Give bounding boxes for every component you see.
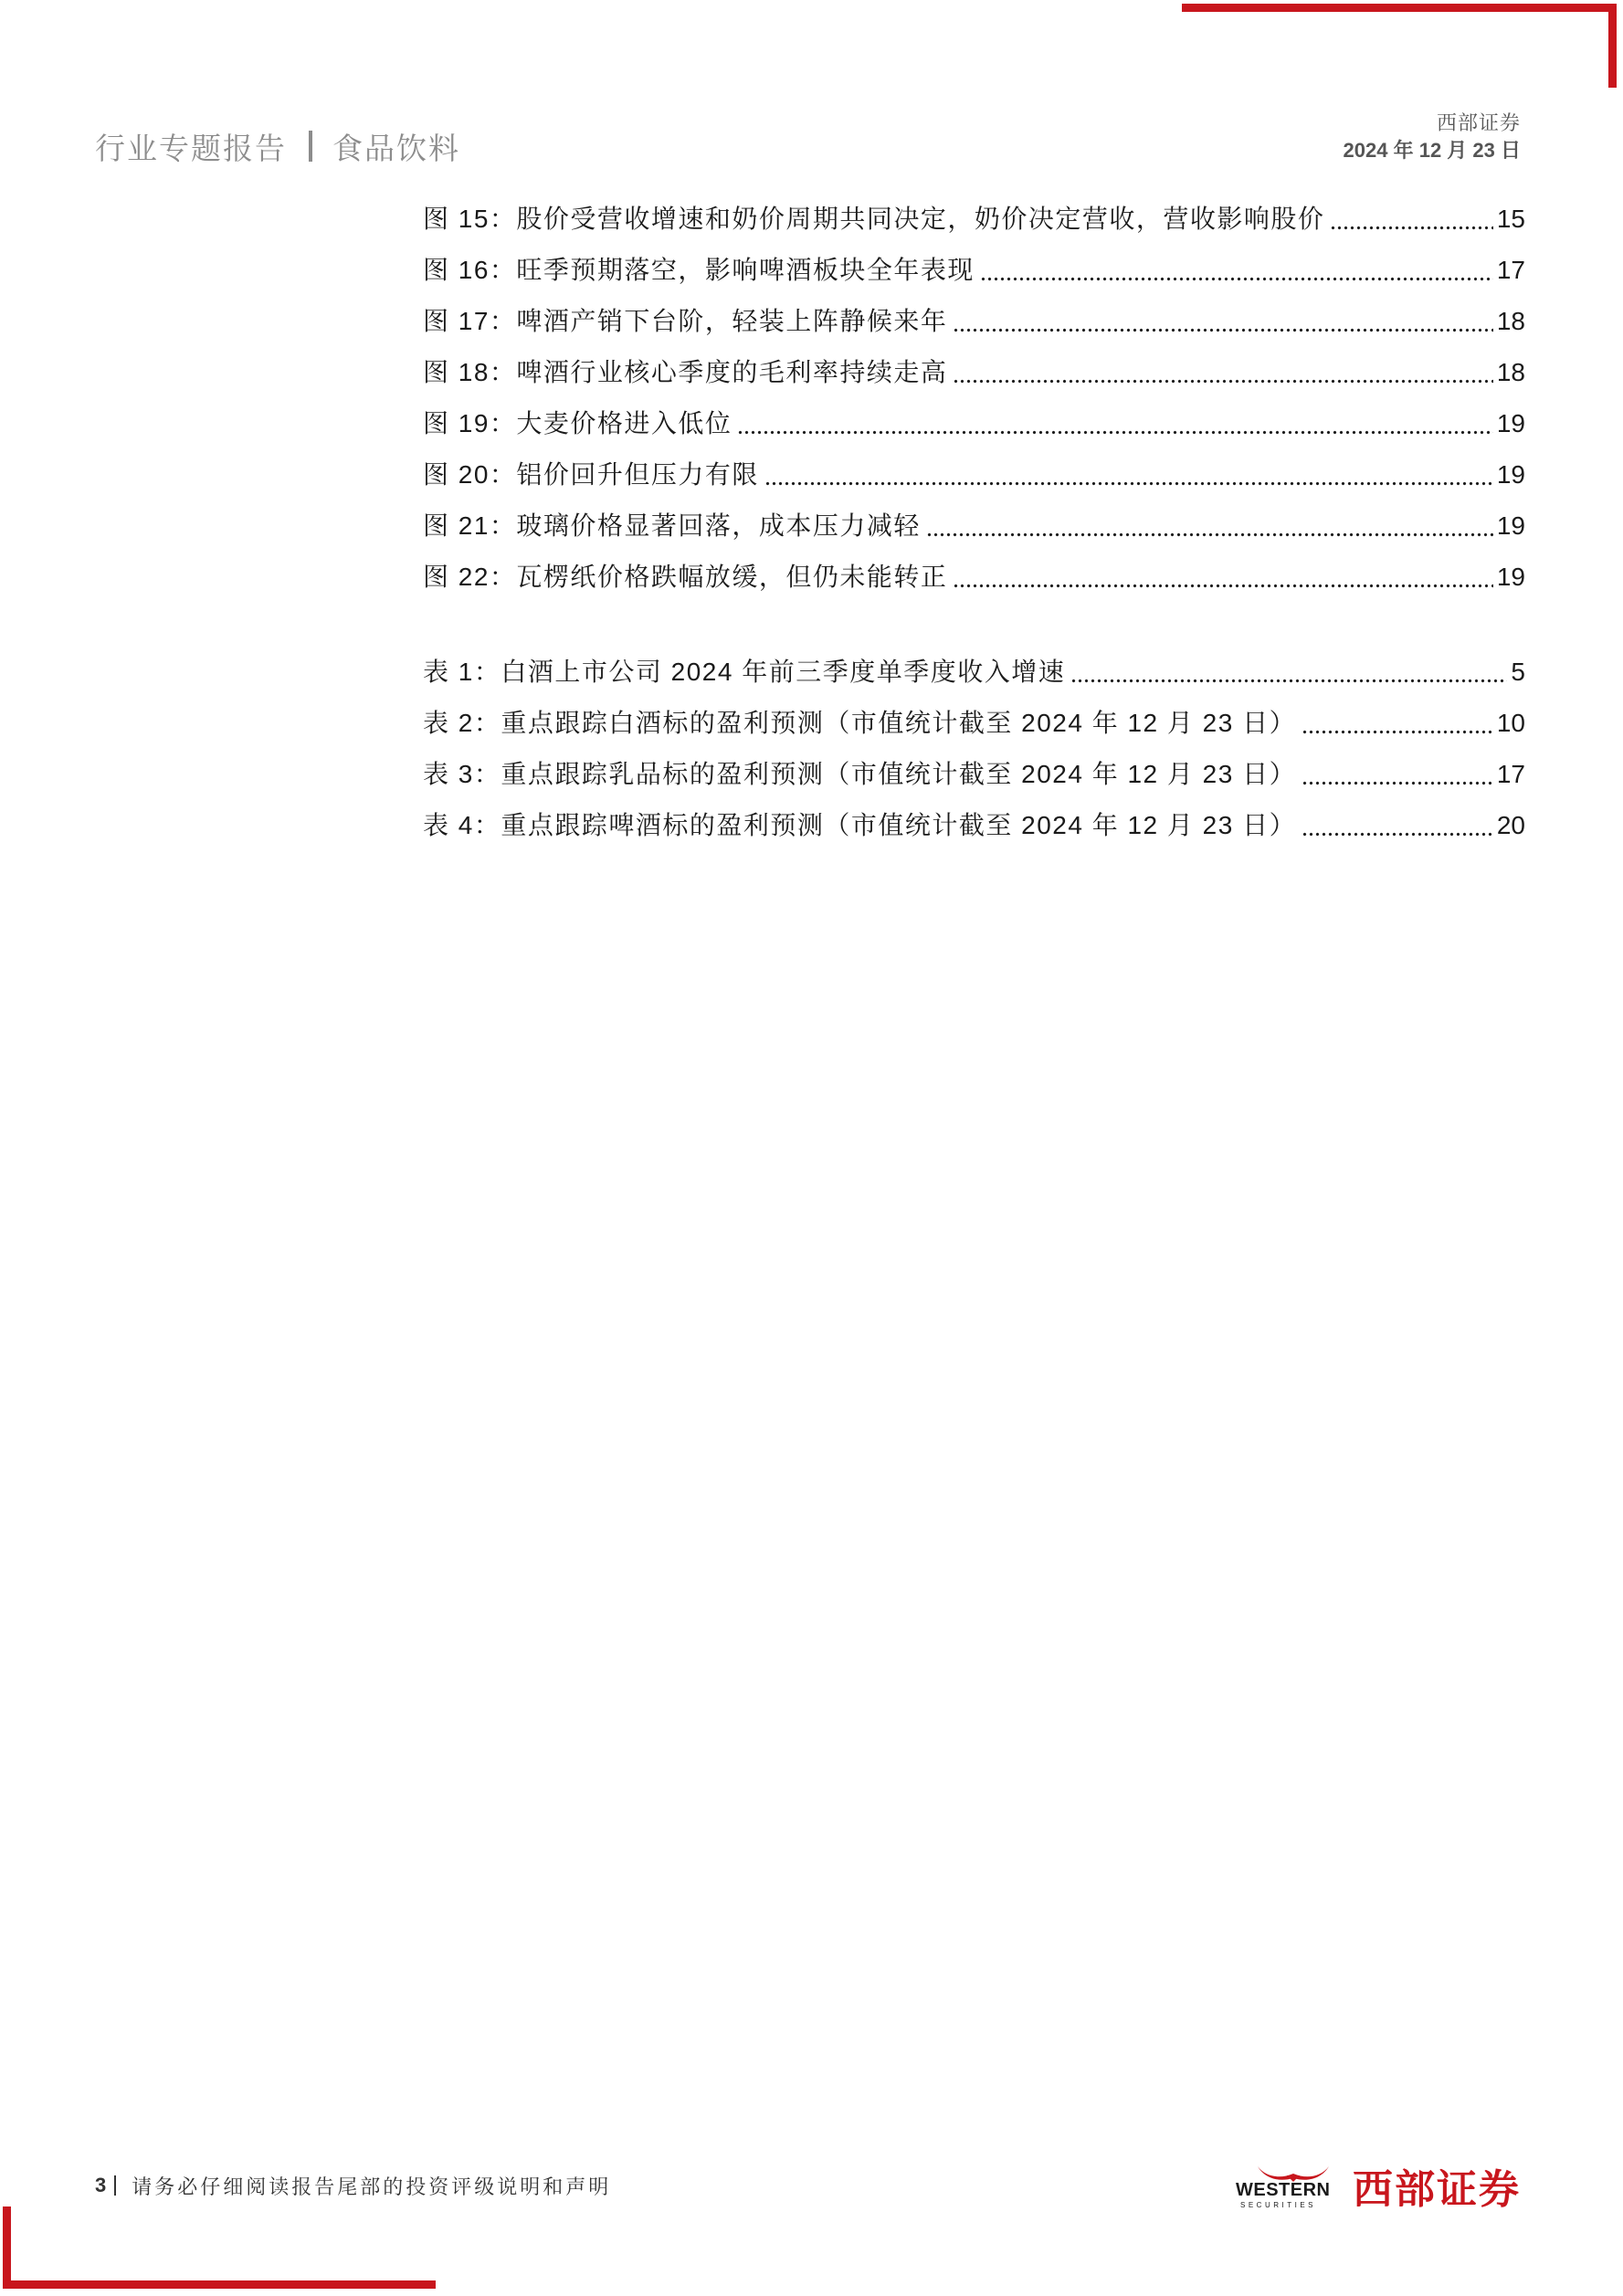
footer-logo	[1233, 2161, 1525, 2217]
toc-page-number: 19	[1496, 409, 1525, 437]
toc-entry-label: 图 21：玻璃价格显著回落，成本压力减轻	[423, 511, 921, 540]
toc-leader	[1330, 194, 1492, 245]
corner-bracket-left-line	[3, 2206, 11, 2289]
toc-entry-table-1[interactable]	[423, 647, 1525, 698]
toc-page-number: 18	[1496, 358, 1525, 386]
toc-leader	[1302, 698, 1493, 749]
toc-entry-figure-19[interactable]	[423, 398, 1525, 449]
footer-separator	[114, 2175, 116, 2196]
corner-bracket-top-line	[1182, 4, 1617, 12]
footer-page-number: 3	[95, 2174, 107, 2196]
toc-entry-table-3[interactable]	[423, 749, 1525, 800]
logo-text-cn: 西部证券	[1353, 2167, 1521, 2212]
toc-page-number: 20	[1496, 811, 1525, 839]
toc-entry-label: 图 19：大麦价格进入低位	[423, 409, 732, 437]
toc-entry-label: 表 4：重点跟踪啤酒标的盈利预测（市值统计截至 2024 年 12 月 23 日）	[423, 811, 1297, 839]
broker-name: 西部证券	[1436, 112, 1521, 135]
toc-leader	[953, 296, 1492, 347]
report-date: 2024 年 12 月 23 日	[1343, 139, 1521, 162]
toc-figure-list	[423, 194, 1525, 603]
logo-text-en-sub: SECURITIES	[1240, 2201, 1317, 2209]
toc-page-number: 19	[1496, 460, 1525, 489]
toc-leader	[1302, 749, 1493, 800]
toc-leader	[926, 500, 1493, 552]
toc-entry-label: 图 17：啤酒产销下台阶，轻装上阵静候来年	[423, 307, 948, 335]
header-separator	[309, 131, 312, 162]
logo-text-en: WESTERN	[1236, 2180, 1331, 2200]
toc-page-number: 18	[1496, 307, 1525, 335]
toc-entry-label: 表 2：重点跟踪白酒标的盈利预测（市值统计截至 2024 年 12 月 23 日）	[423, 709, 1297, 737]
corner-bracket-bottom-line	[3, 2280, 436, 2289]
footer-disclaimer: 请务必仔细阅读报告尾部的投资评级说明和声明	[132, 2175, 612, 2199]
toc-entry-label: 图 18：啤酒行业核心季度的毛利率持续走高	[423, 358, 948, 386]
toc-leader	[764, 449, 1493, 500]
toc-entry-figure-16[interactable]	[423, 245, 1525, 296]
toc-page-number: 19	[1496, 511, 1525, 540]
toc-page-number: 5	[1511, 658, 1525, 686]
toc-leader	[953, 552, 1492, 603]
toc-entry-label: 图 20：铝价回升但压力有限	[423, 460, 759, 489]
toc-entry-figure-21[interactable]	[423, 500, 1525, 552]
toc-entry-label: 图 15：股价受营收增速和奶价周期共同决定，奶价决定营收，营收影响股价	[423, 205, 1325, 233]
report-header-meta	[1344, 111, 1521, 164]
sector-label: 食品饮料	[332, 130, 460, 166]
toc-leader	[980, 245, 1493, 296]
toc-entry-label: 图 16：旺季预期落空，影响啤酒板块全年表现	[423, 256, 975, 284]
toc-entry-figure-20[interactable]	[423, 449, 1525, 500]
toc-page-number: 10	[1496, 709, 1525, 737]
toc-leader	[1070, 647, 1507, 698]
toc-entry-table-4[interactable]	[423, 800, 1525, 851]
toc-entry-figure-17[interactable]	[423, 296, 1525, 347]
toc-entry-figure-22[interactable]	[423, 552, 1525, 603]
toc-leader	[953, 347, 1492, 398]
table-of-contents	[423, 194, 1525, 851]
page-footer	[95, 2174, 612, 2199]
toc-entry-table-2[interactable]	[423, 698, 1525, 749]
toc-page-number: 17	[1496, 256, 1525, 284]
report-header-title	[95, 128, 460, 164]
toc-entry-label: 图 22：瓦楞纸价格跌幅放缓，但仍未能转正	[423, 563, 948, 591]
toc-entry-label: 表 1：白酒上市公司 2024 年前三季度单季度收入增速	[423, 658, 1066, 686]
toc-page-number: 15	[1496, 205, 1525, 233]
toc-entry-figure-15[interactable]	[423, 194, 1525, 245]
toc-leader	[737, 398, 1492, 449]
toc-table-list	[423, 647, 1525, 851]
toc-page-number: 19	[1496, 563, 1525, 591]
toc-page-number: 17	[1496, 760, 1525, 788]
toc-leader	[1302, 800, 1493, 851]
toc-entry-figure-18[interactable]	[423, 347, 1525, 398]
corner-bracket-right-line	[1608, 4, 1617, 88]
report-type-label: 行业专题报告	[95, 130, 287, 166]
toc-entry-label: 表 3：重点跟踪乳品标的盈利预测（市值统计截至 2024 年 12 月 23 日）	[423, 760, 1297, 788]
